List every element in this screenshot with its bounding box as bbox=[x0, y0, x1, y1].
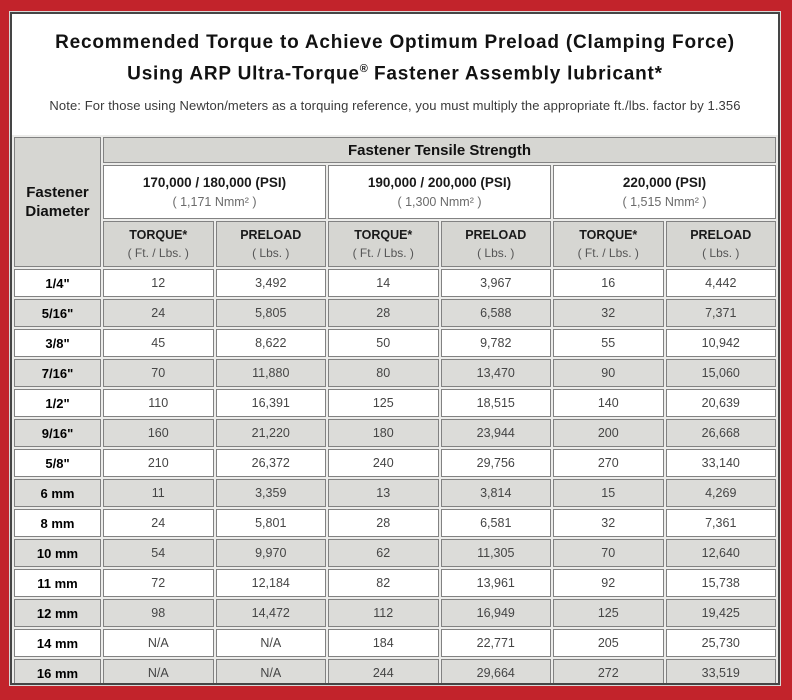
torque-170-cell: 70 bbox=[103, 359, 214, 387]
torque-170-cell: 54 bbox=[103, 539, 214, 567]
psi-group-190-200-metric: ( 1,300 Nmm² ) bbox=[397, 195, 482, 209]
preload-190-cell: 23,944 bbox=[441, 419, 552, 447]
table-body bbox=[14, 269, 776, 685]
preload-190-header-unit: ( Lbs. ) bbox=[477, 246, 515, 260]
torque-170-cell: 160 bbox=[103, 419, 214, 447]
table-row bbox=[14, 479, 776, 507]
fastener-diameter-cell: 10 mm bbox=[14, 539, 101, 567]
torque-170-cell: 110 bbox=[103, 389, 214, 417]
preload-190-cell: 22,771 bbox=[441, 629, 552, 657]
torque-220-cell: 205 bbox=[553, 629, 664, 657]
torque-190-cell: 240 bbox=[328, 449, 439, 477]
psi-group-170-180 bbox=[103, 165, 326, 219]
torque-190-cell: 184 bbox=[328, 629, 439, 657]
torque-170-cell: N/A bbox=[103, 659, 214, 685]
torque-220-header-label: TORQUE* bbox=[579, 228, 638, 242]
preload-190-cell: 6,588 bbox=[441, 299, 552, 327]
preload-190-cell: 6,581 bbox=[441, 509, 552, 537]
torque-190-cell: 82 bbox=[328, 569, 439, 597]
table-row bbox=[14, 659, 776, 685]
table-row bbox=[14, 389, 776, 417]
fastener-diameter-cell: 7/16" bbox=[14, 359, 101, 387]
psi-group-190-200-label: 190,000 / 200,000 (PSI) bbox=[367, 175, 512, 190]
table-row bbox=[14, 329, 776, 357]
fastener-diameter-cell: 5/16" bbox=[14, 299, 101, 327]
table-row bbox=[14, 269, 776, 297]
torque-220-header-unit: ( Ft. / Lbs. ) bbox=[577, 246, 639, 260]
torque-190-cell: 244 bbox=[328, 659, 439, 685]
torque-190-cell: 62 bbox=[328, 539, 439, 567]
document-body bbox=[10, 12, 780, 685]
torque-170-cell: 24 bbox=[103, 509, 214, 537]
table-row bbox=[14, 629, 776, 657]
preload-190-header bbox=[441, 221, 552, 267]
table-row bbox=[14, 449, 776, 477]
preload-170-cell: 5,801 bbox=[216, 509, 327, 537]
torque-190-cell: 28 bbox=[328, 509, 439, 537]
torque-220-cell: 32 bbox=[553, 299, 664, 327]
preload-190-cell: 29,664 bbox=[441, 659, 552, 685]
preload-170-header-label: PRELOAD bbox=[240, 228, 302, 242]
fastener-diameter-header bbox=[14, 137, 101, 267]
torque-220-cell: 140 bbox=[553, 389, 664, 417]
preload-170-cell: 12,184 bbox=[216, 569, 327, 597]
torque-170-header bbox=[103, 221, 214, 267]
fastener-diameter-cell: 5/8" bbox=[14, 449, 101, 477]
page-title-line2 bbox=[12, 56, 778, 87]
fastener-diameter-header-line1: Fastener bbox=[26, 184, 89, 201]
torque-170-cell: 98 bbox=[103, 599, 214, 627]
preload-170-cell: N/A bbox=[216, 629, 327, 657]
torque-190-cell: 14 bbox=[328, 269, 439, 297]
torque-170-cell: 45 bbox=[103, 329, 214, 357]
preload-220-cell: 33,519 bbox=[666, 659, 777, 685]
torque-220-cell: 272 bbox=[553, 659, 664, 685]
torque-190-cell: 112 bbox=[328, 599, 439, 627]
preload-170-cell: N/A bbox=[216, 659, 327, 685]
torque-170-cell: 11 bbox=[103, 479, 214, 507]
preload-170-cell: 11,880 bbox=[216, 359, 327, 387]
torque-170-header-label: TORQUE* bbox=[129, 228, 188, 242]
psi-group-170-180-metric: ( 1,171 Nmm² ) bbox=[172, 195, 257, 209]
preload-170-cell: 5,805 bbox=[216, 299, 327, 327]
table-row bbox=[14, 539, 776, 567]
torque-190-cell: 180 bbox=[328, 419, 439, 447]
preload-170-cell: 8,622 bbox=[216, 329, 327, 357]
torque-preload-table bbox=[12, 135, 778, 685]
fastener-diameter-cell: 1/2" bbox=[14, 389, 101, 417]
table-row bbox=[14, 419, 776, 447]
fastener-diameter-cell: 11 mm bbox=[14, 569, 101, 597]
preload-170-header-unit: ( Lbs. ) bbox=[252, 246, 290, 260]
preload-220-cell: 33,140 bbox=[666, 449, 777, 477]
preload-170-header bbox=[216, 221, 327, 267]
tensile-strength-row bbox=[14, 137, 776, 163]
preload-190-cell: 13,470 bbox=[441, 359, 552, 387]
fastener-diameter-cell: 6 mm bbox=[14, 479, 101, 507]
psi-group-220-label: 220,000 (PSI) bbox=[622, 175, 707, 190]
torque-220-cell: 70 bbox=[553, 539, 664, 567]
tensile-strength-banner: Fastener Tensile Strength bbox=[103, 137, 776, 163]
torque-220-cell: 55 bbox=[553, 329, 664, 357]
psi-group-row bbox=[14, 165, 776, 219]
title-line2-post: Fastener Assembly lubricant* bbox=[367, 63, 663, 85]
fastener-diameter-cell: 12 mm bbox=[14, 599, 101, 627]
preload-170-cell: 9,970 bbox=[216, 539, 327, 567]
torque-220-cell: 32 bbox=[553, 509, 664, 537]
preload-170-cell: 3,492 bbox=[216, 269, 327, 297]
fastener-diameter-cell: 3/8" bbox=[14, 329, 101, 357]
preload-190-cell: 3,967 bbox=[441, 269, 552, 297]
torque-190-header-label: TORQUE* bbox=[354, 228, 413, 242]
preload-220-cell: 4,269 bbox=[666, 479, 777, 507]
preload-220-header-unit: ( Lbs. ) bbox=[702, 246, 740, 260]
fastener-diameter-cell: 9/16" bbox=[14, 419, 101, 447]
page-title-line1: Recommended Torque to Achieve Optimum Preload (Clamping Force) bbox=[55, 32, 735, 53]
table-row bbox=[14, 599, 776, 627]
torque-220-cell: 90 bbox=[553, 359, 664, 387]
fastener-diameter-cell: 16 mm bbox=[14, 659, 101, 685]
torque-170-cell: 210 bbox=[103, 449, 214, 477]
preload-190-cell: 9,782 bbox=[441, 329, 552, 357]
torque-170-cell: 24 bbox=[103, 299, 214, 327]
preload-190-cell: 3,814 bbox=[441, 479, 552, 507]
torque-190-cell: 50 bbox=[328, 329, 439, 357]
torque-190-cell: 80 bbox=[328, 359, 439, 387]
torque-170-cell: 12 bbox=[103, 269, 214, 297]
preload-220-cell: 7,371 bbox=[666, 299, 777, 327]
torque-220-cell: 92 bbox=[553, 569, 664, 597]
torque-220-cell: 15 bbox=[553, 479, 664, 507]
column-header-row bbox=[14, 221, 776, 267]
preload-170-cell: 26,372 bbox=[216, 449, 327, 477]
table-row bbox=[14, 359, 776, 387]
preload-190-cell: 16,949 bbox=[441, 599, 552, 627]
torque-190-cell: 13 bbox=[328, 479, 439, 507]
conversion-note: Note: For those using Newton/meters as a torquing reference, you must multiply the appropriate ft./lbs. factor by 1.356 bbox=[49, 98, 741, 114]
torque-170-cell: 72 bbox=[103, 569, 214, 597]
preload-220-cell: 19,425 bbox=[666, 599, 777, 627]
preload-190-cell: 11,305 bbox=[441, 539, 552, 567]
preload-220-cell: 15,060 bbox=[666, 359, 777, 387]
preload-170-cell: 3,359 bbox=[216, 479, 327, 507]
torque-220-cell: 200 bbox=[553, 419, 664, 447]
registered-trademark-symbol: ® bbox=[359, 63, 368, 75]
torque-190-header bbox=[328, 221, 439, 267]
table-row bbox=[14, 509, 776, 537]
fastener-diameter-header-line2: Diameter bbox=[25, 203, 90, 220]
preload-220-cell: 15,738 bbox=[666, 569, 777, 597]
preload-220-cell: 7,361 bbox=[666, 509, 777, 537]
table-row bbox=[14, 299, 776, 327]
preload-220-cell: 20,639 bbox=[666, 389, 777, 417]
preload-220-cell: 4,442 bbox=[666, 269, 777, 297]
preload-220-cell: 26,668 bbox=[666, 419, 777, 447]
preload-220-header bbox=[666, 221, 777, 267]
psi-group-220-metric: ( 1,515 Nmm² ) bbox=[622, 195, 707, 209]
preload-220-cell: 25,730 bbox=[666, 629, 777, 657]
torque-220-cell: 16 bbox=[553, 269, 664, 297]
torque-220-cell: 270 bbox=[553, 449, 664, 477]
table-row bbox=[14, 569, 776, 597]
torque-170-header-unit: ( Ft. / Lbs. ) bbox=[127, 246, 189, 260]
preload-190-cell: 13,961 bbox=[441, 569, 552, 597]
preload-220-header-label: PRELOAD bbox=[690, 228, 752, 242]
title-line2-pre: Using ARP Ultra-Torque bbox=[127, 63, 360, 85]
preload-220-cell: 12,640 bbox=[666, 539, 777, 567]
document-header bbox=[12, 14, 778, 135]
torque-190-header-unit: ( Ft. / Lbs. ) bbox=[352, 246, 414, 260]
preload-170-cell: 16,391 bbox=[216, 389, 327, 417]
fastener-diameter-cell: 1/4" bbox=[14, 269, 101, 297]
torque-220-header bbox=[553, 221, 664, 267]
fastener-diameter-cell: 14 mm bbox=[14, 629, 101, 657]
torque-190-cell: 125 bbox=[328, 389, 439, 417]
torque-190-cell: 28 bbox=[328, 299, 439, 327]
fastener-diameter-cell: 8 mm bbox=[14, 509, 101, 537]
psi-group-220 bbox=[553, 165, 776, 219]
torque-170-cell: N/A bbox=[103, 629, 214, 657]
preload-220-cell: 10,942 bbox=[666, 329, 777, 357]
psi-group-170-180-label: 170,000 / 180,000 (PSI) bbox=[142, 175, 287, 190]
preload-190-cell: 29,756 bbox=[441, 449, 552, 477]
preload-190-cell: 18,515 bbox=[441, 389, 552, 417]
torque-220-cell: 125 bbox=[553, 599, 664, 627]
preload-170-cell: 14,472 bbox=[216, 599, 327, 627]
psi-group-190-200 bbox=[328, 165, 551, 219]
preload-170-cell: 21,220 bbox=[216, 419, 327, 447]
preload-190-header-label: PRELOAD bbox=[465, 228, 527, 242]
